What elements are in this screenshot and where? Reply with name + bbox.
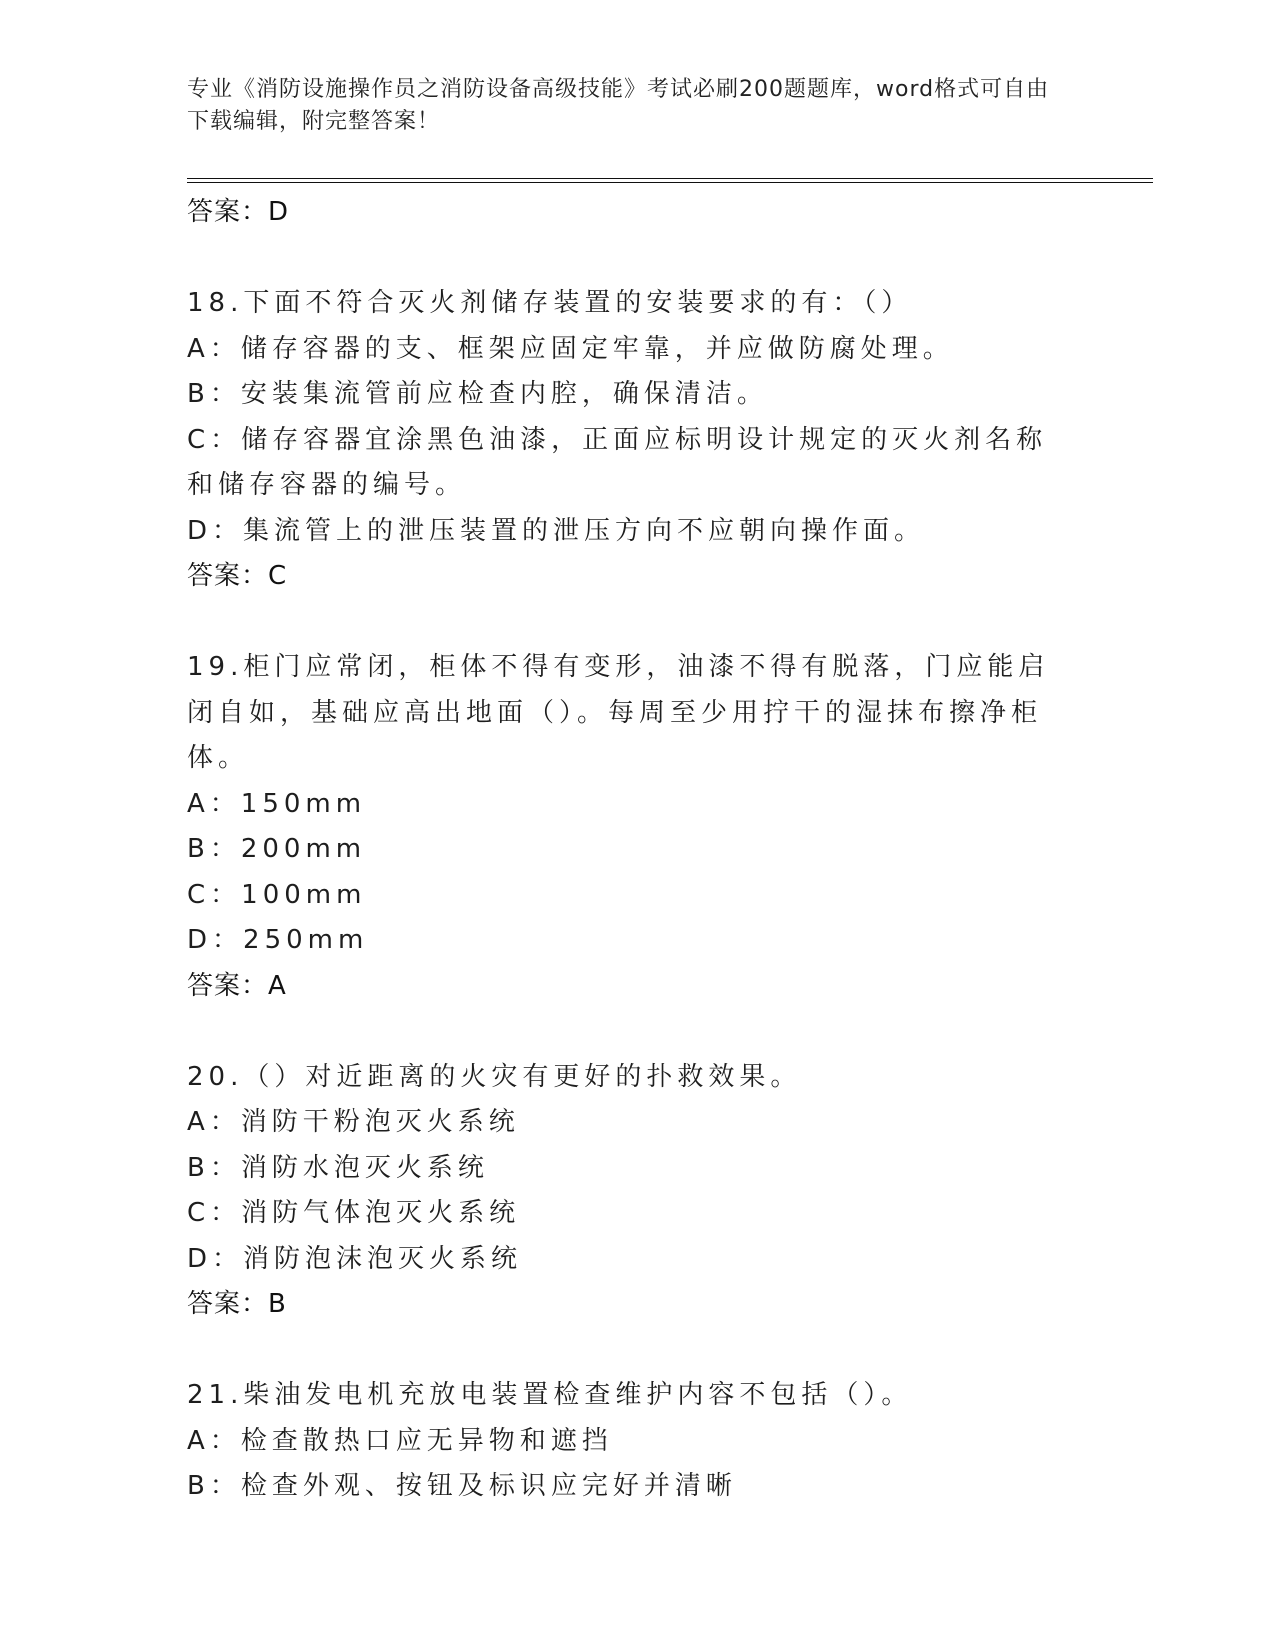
question-stem: 21.柴油发电机充放电装置检查维护内容不包括（）。 — [187, 1380, 913, 1410]
answer-line: 答案：A — [187, 970, 287, 1001]
page-header-title: 专业《消防设施操作员之消防设备高级技能》考试必刷200题题库，word格式可自由下载编辑，附完整答案！ — [187, 77, 1050, 134]
answer-option: B：200mm — [187, 834, 367, 864]
answer-option: C：储存容器宜涂黑色油漆，正面应标明设计规定的灭火剂名称和储存容器的编号。 — [187, 424, 1048, 500]
answer-option: A：消防干粉泡灭火系统 — [187, 1107, 520, 1137]
answer-option: B：检查外观、按钮及标识应完好并清晰 — [187, 1471, 737, 1501]
answer-option: A：150mm — [187, 788, 367, 819]
answer-option: A：检查散热口应无异物和遮挡 — [187, 1425, 613, 1456]
answer-option: D：250mm — [187, 925, 369, 955]
question-list — [187, 190, 1087, 1510]
block-spacer — [187, 1328, 1087, 1374]
question-stem: 18.下面不符合灭火剂储存装置的安装要求的有：（） — [187, 288, 913, 318]
answer-option: D：集流管上的泄压装置的泄压方向不应朝向操作面。 — [187, 515, 926, 546]
question-stem: 19.柜门应常闭，柜体不得有变形，油漆不得有脱落，门应能启闭自如，基础应高出地面（）。每周至少用拧干的湿抹布擦净柜体。 — [187, 652, 1050, 773]
answer-option: C：100mm — [187, 879, 367, 910]
answer-option: B：安装集流管前应检查内腔，确保清洁。 — [187, 379, 768, 409]
answer-option: C：消防气体泡灭火系统 — [187, 1198, 521, 1228]
answer-option: A：储存容器的支、框架应固定牢靠，并应做防腐处理。 — [187, 333, 954, 364]
header-double-rule — [187, 178, 1153, 183]
answer-line: 答案：B — [187, 1289, 287, 1319]
block-spacer — [187, 1009, 1087, 1055]
answer-option: D：消防泡沫泡灭火系统 — [187, 1243, 523, 1274]
answer-line: 答案：C — [187, 561, 288, 591]
question-stem: 20.（）对近距离的火灾有更好的扑救效果。 — [187, 1061, 802, 1092]
block-spacer — [187, 600, 1087, 646]
block-spacer — [187, 236, 1087, 282]
answer-option: B：消防水泡灭火系统 — [187, 1152, 489, 1183]
answer-line: 答案：D — [187, 197, 290, 227]
